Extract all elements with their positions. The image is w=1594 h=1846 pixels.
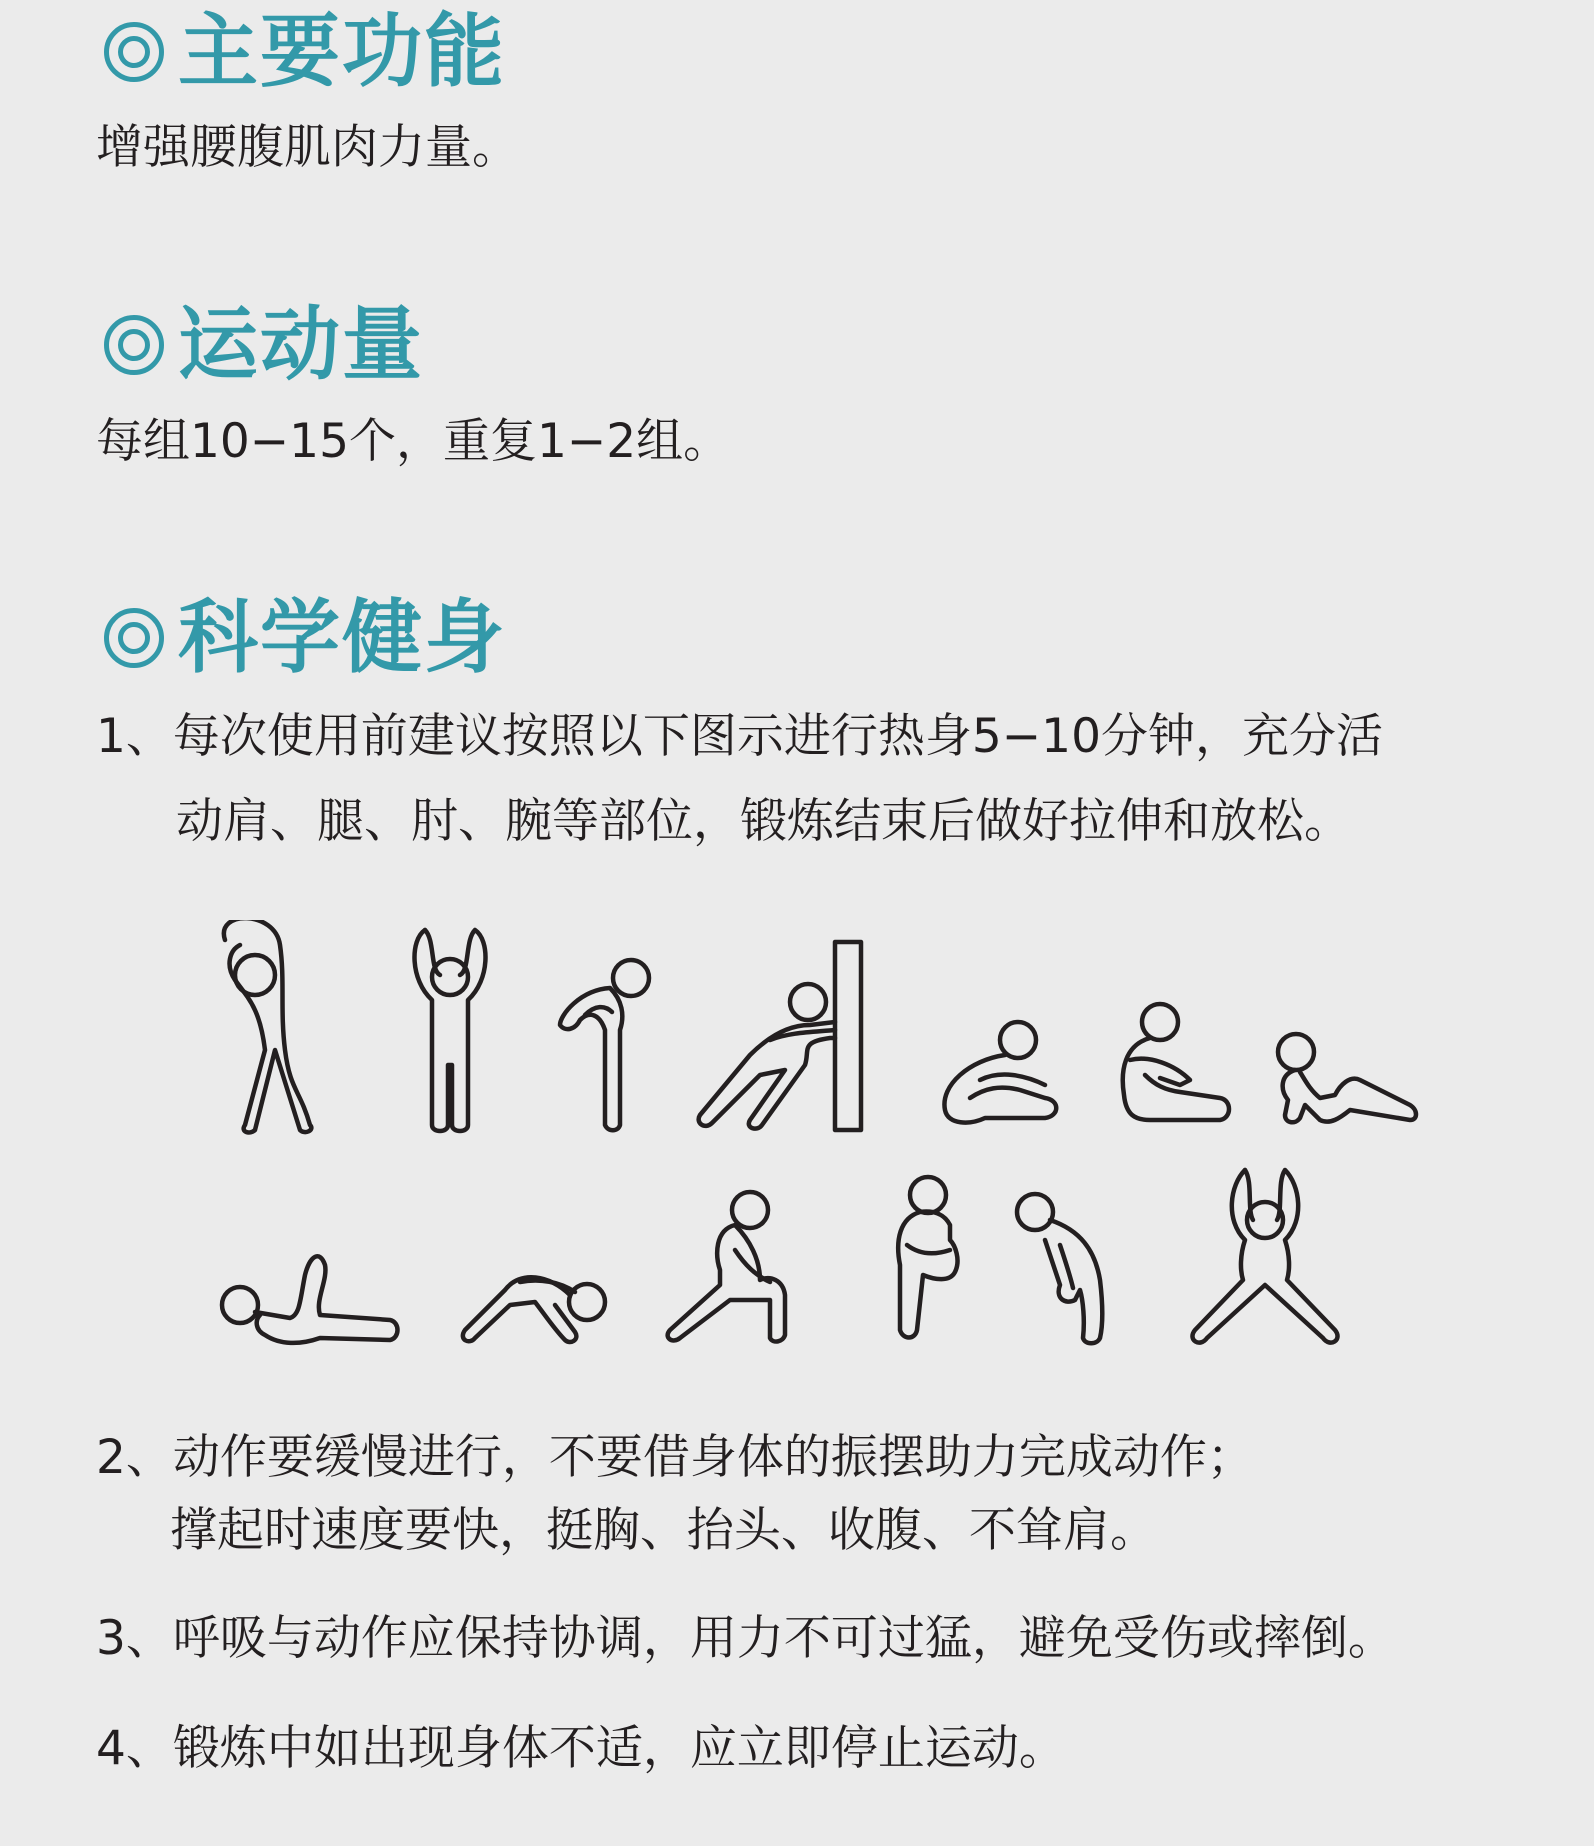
stretching-figure-icon xyxy=(1017,1194,1102,1343)
tip4: 4、锻炼中如出现身体不适，应立即停止运动。 xyxy=(96,1721,1066,1776)
stretching-figure-icon xyxy=(415,930,486,1131)
section-title-science-text: 科学健身 xyxy=(178,591,506,684)
section-title-function xyxy=(104,5,506,98)
double-circle-icon xyxy=(104,22,164,82)
stretching-figure-icon xyxy=(222,1256,398,1343)
tip1-line2: 动肩、腿、肘、腕等部位，锻炼结束后做好拉伸和放松。 xyxy=(176,794,1351,849)
stretching-figure-icon xyxy=(668,1192,785,1342)
section-title-function-text: 主要功能 xyxy=(178,5,506,98)
stretching-figure-icon xyxy=(1192,1170,1337,1343)
stretching-figure-icon xyxy=(463,1277,605,1342)
double-circle-icon xyxy=(104,315,164,375)
section-title-science xyxy=(104,591,506,684)
stretching-figure-icon xyxy=(944,1022,1056,1123)
section-title-volume xyxy=(104,298,424,391)
tip2-line1: 2、动作要缓慢进行，不要借身体的振摆助力完成动作； xyxy=(96,1430,1254,1485)
warmup-figures xyxy=(0,920,1594,1360)
double-circle-icon xyxy=(104,608,164,668)
stretching-figure-icon xyxy=(1123,1004,1229,1120)
stretching-figure-icon xyxy=(1278,1034,1416,1122)
tip2-line2: 撑起时速度要快，挺胸、抬头、收腹、不耸肩。 xyxy=(170,1503,1157,1558)
tip3: 3、呼吸与动作应保持协调，用力不可过猛，避免受伤或摔倒。 xyxy=(96,1611,1395,1666)
stretching-figure-icon xyxy=(898,1177,957,1338)
stretching-figure-icon xyxy=(560,960,649,1130)
stretching-figure-icon xyxy=(699,942,861,1130)
stretching-figure-icon xyxy=(224,920,311,1132)
tip1-line1: 1、每次使用前建议按照以下图示进行热身5−10分钟，充分活 xyxy=(96,709,1383,764)
volume-body: 每组10−15个，重复1−2组。 xyxy=(96,414,731,469)
section-title-volume-text: 运动量 xyxy=(178,298,424,391)
function-body: 增强腰腹肌肉力量。 xyxy=(96,120,519,175)
